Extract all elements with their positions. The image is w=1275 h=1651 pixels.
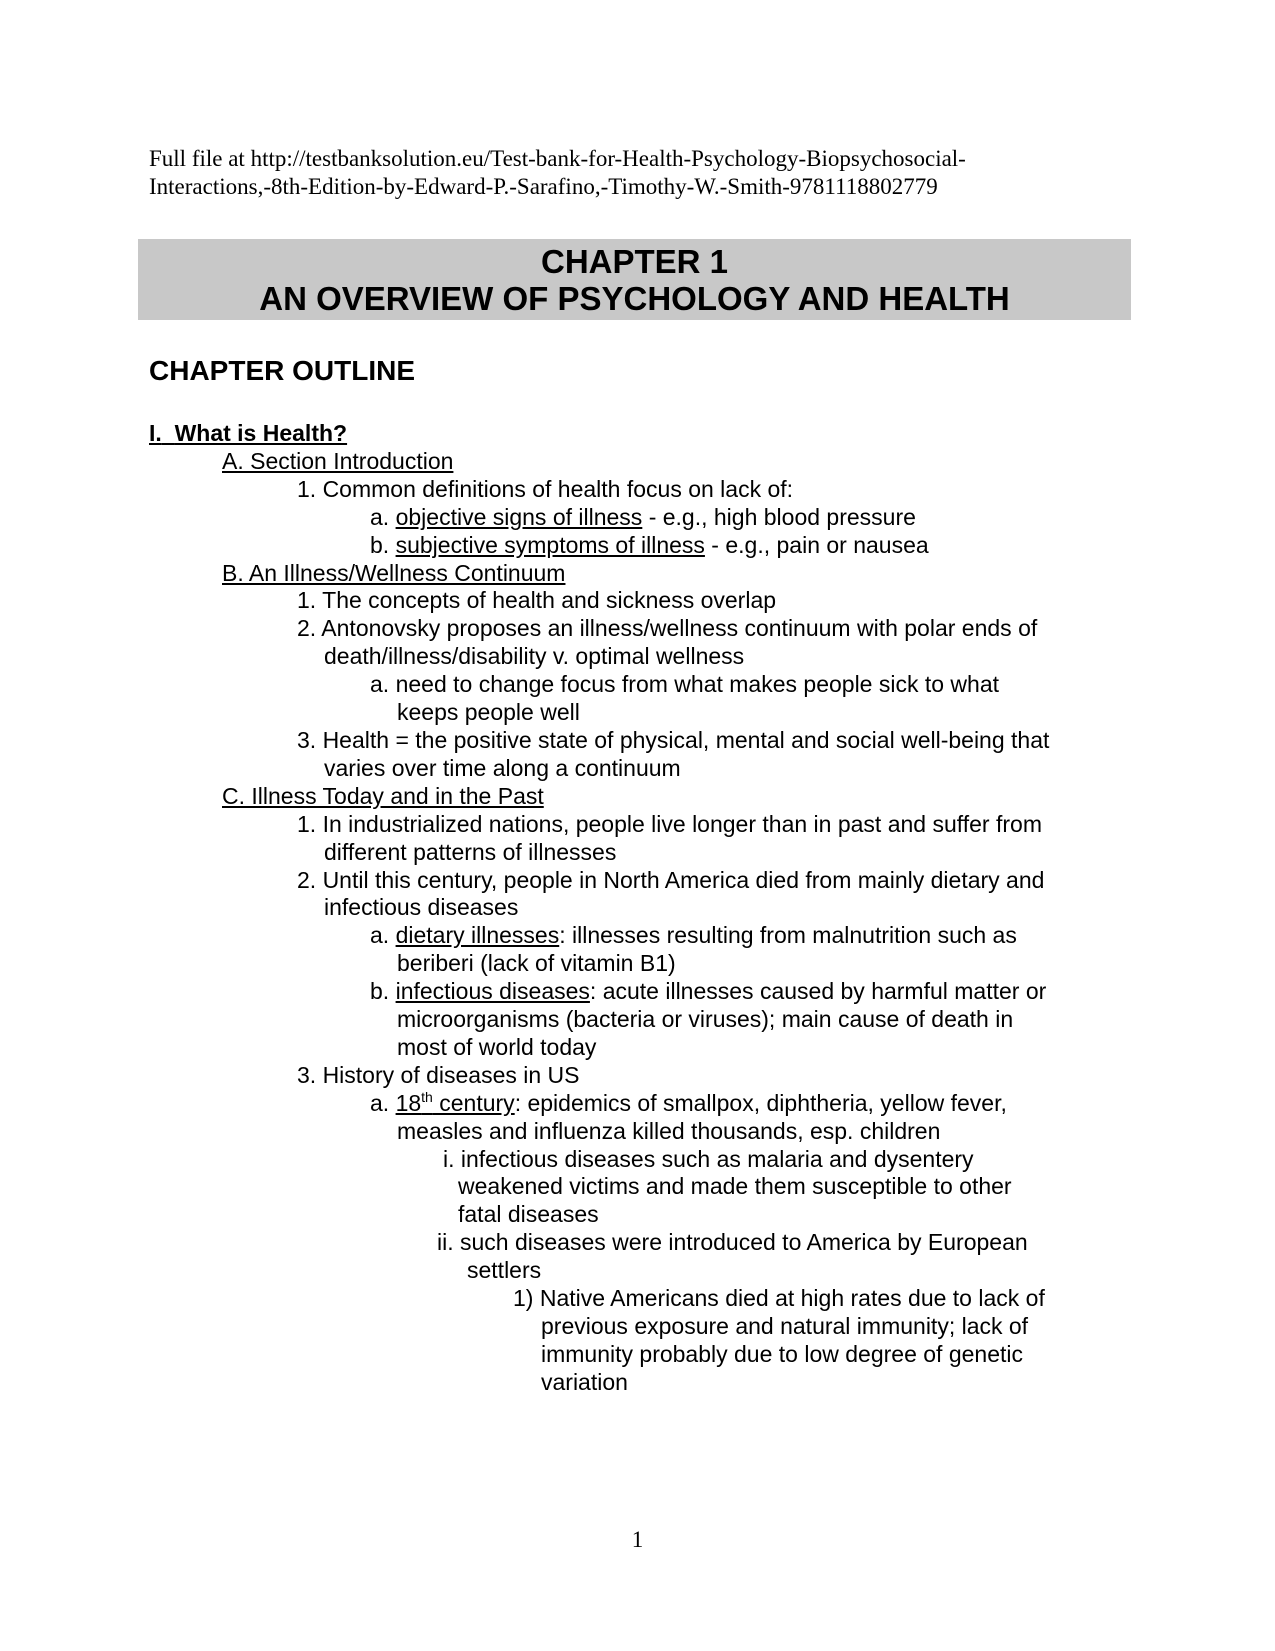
chapter-number: CHAPTER 1 [540, 243, 729, 280]
outline-heading: CHAPTER OUTLINE [149, 355, 415, 386]
outline-item-continuation: beriberi (lack of vitamin B1) [397, 950, 676, 977]
outline-item-continuation: different patterns of illnesses [324, 838, 617, 865]
subsection-heading-b: B. An Illness/Wellness Continuum [222, 559, 566, 586]
outline-item-continuation: infectious diseases [324, 894, 519, 921]
item-text: - e.g., pain or nausea [704, 531, 929, 558]
outline-item-continuation: weakened victims and made them susceptible to other [458, 1173, 1012, 1200]
outline-item [370, 1090, 1275, 1118]
item-text: : epidemics of smallpox, diphtheria, yellow fever, [514, 1089, 1007, 1116]
outline-item-continuation: microorganisms (bacteria or viruses); main cause of death in [397, 1006, 1014, 1033]
item-text: - e.g., high blood pressure [642, 503, 916, 530]
item-marker: a. [370, 1089, 390, 1116]
outline-item: 1. Common definitions of health focus on lack of: [297, 475, 794, 502]
outline-item: 3. History of diseases in US [297, 1061, 580, 1088]
outline-item [370, 978, 1275, 1006]
outline-item: 3. Health = the positive state of physical, mental and social well-being that [297, 726, 1050, 753]
key-term: objective signs of illness [395, 503, 643, 530]
outline-item-continuation: fatal diseases [458, 1201, 599, 1228]
outline-item-continuation: immunity probably due to low degree of genetic [541, 1340, 1024, 1367]
key-term [396, 1090, 515, 1116]
item-text: : acute illnesses caused by harmful matter or [589, 978, 1047, 1005]
section-heading [149, 420, 1275, 448]
outline-item [370, 922, 1275, 950]
chapter-banner [138, 239, 1131, 320]
subsection-heading-a: A. Section Introduction [222, 447, 454, 474]
section-title: What is Health? [174, 420, 348, 446]
source-note [149, 145, 1149, 201]
outline-item: i. infectious diseases such as malaria and dysentery [443, 1145, 974, 1172]
key-term: dietary illnesses [395, 922, 560, 949]
outline-item [370, 504, 1275, 532]
item-text: : illnesses resulting from malnutrition such as [559, 922, 1017, 949]
outline-item [370, 532, 1275, 560]
item-marker: b. [370, 978, 390, 1005]
outline-item: 1. The concepts of health and sickness overlap [297, 587, 777, 614]
outline-item-continuation: variation [541, 1368, 628, 1395]
outline-item-continuation: measles and influenza killed thousands, esp. children [397, 1117, 941, 1144]
outline-item: a. need to change focus from what makes people sick to what [370, 671, 1000, 698]
outline-item: 1. In industrialized nations, people live longer than in past and suffer from [297, 810, 1042, 837]
outline-item: 2. Antonovsky proposes an illness/wellness continuum with polar ends of [297, 615, 1038, 642]
item-marker: b. [370, 531, 390, 558]
outline-item-continuation: previous exposure and natural immunity; lack of [541, 1313, 1029, 1339]
source-note-line-1: Full file at http://testbanksolution.eu/Test-bank-for-Health-Psychology-Biopsychosocial- [149, 146, 966, 171]
page-number: 1 [631, 1527, 644, 1552]
chapter-title: AN OVERVIEW OF PSYCHOLOGY AND HEALTH [259, 280, 1010, 317]
century-number: 18 [395, 1089, 422, 1116]
outline-item-continuation: keeps people well [397, 699, 580, 726]
key-term: infectious diseases [395, 978, 590, 1005]
outline-item: ii. such diseases were introduced to America by European [437, 1229, 1028, 1256]
outline-item-continuation: varies over time along a continuum [324, 754, 681, 781]
century-word: century [432, 1089, 515, 1116]
chapter-outline [0, 420, 1275, 1397]
outline-item-continuation: settlers [467, 1257, 542, 1284]
source-note-line-2: Interactions,-8th-Edition-by-Edward-P.-Sarafino,-Timothy-W.-Smith-9781118802779 [149, 174, 938, 199]
outline-item: 2. Until this century, people in North America died from mainly dietary and [297, 866, 1045, 893]
ordinal-suffix: th [421, 1088, 433, 1105]
outline-item-continuation: death/illness/disability v. optimal wellness [324, 643, 745, 670]
subsection-heading-c: C. Illness Today and in the Past [222, 782, 544, 809]
outline-item-continuation: most of world today [397, 1033, 597, 1060]
item-marker: a. [370, 922, 390, 949]
outline-item: 1) Native Americans died at high rates due to lack of [513, 1285, 1045, 1312]
section-marker: I. [149, 420, 162, 446]
key-term: subjective symptoms of illness [395, 531, 705, 558]
item-marker: a. [370, 503, 390, 530]
